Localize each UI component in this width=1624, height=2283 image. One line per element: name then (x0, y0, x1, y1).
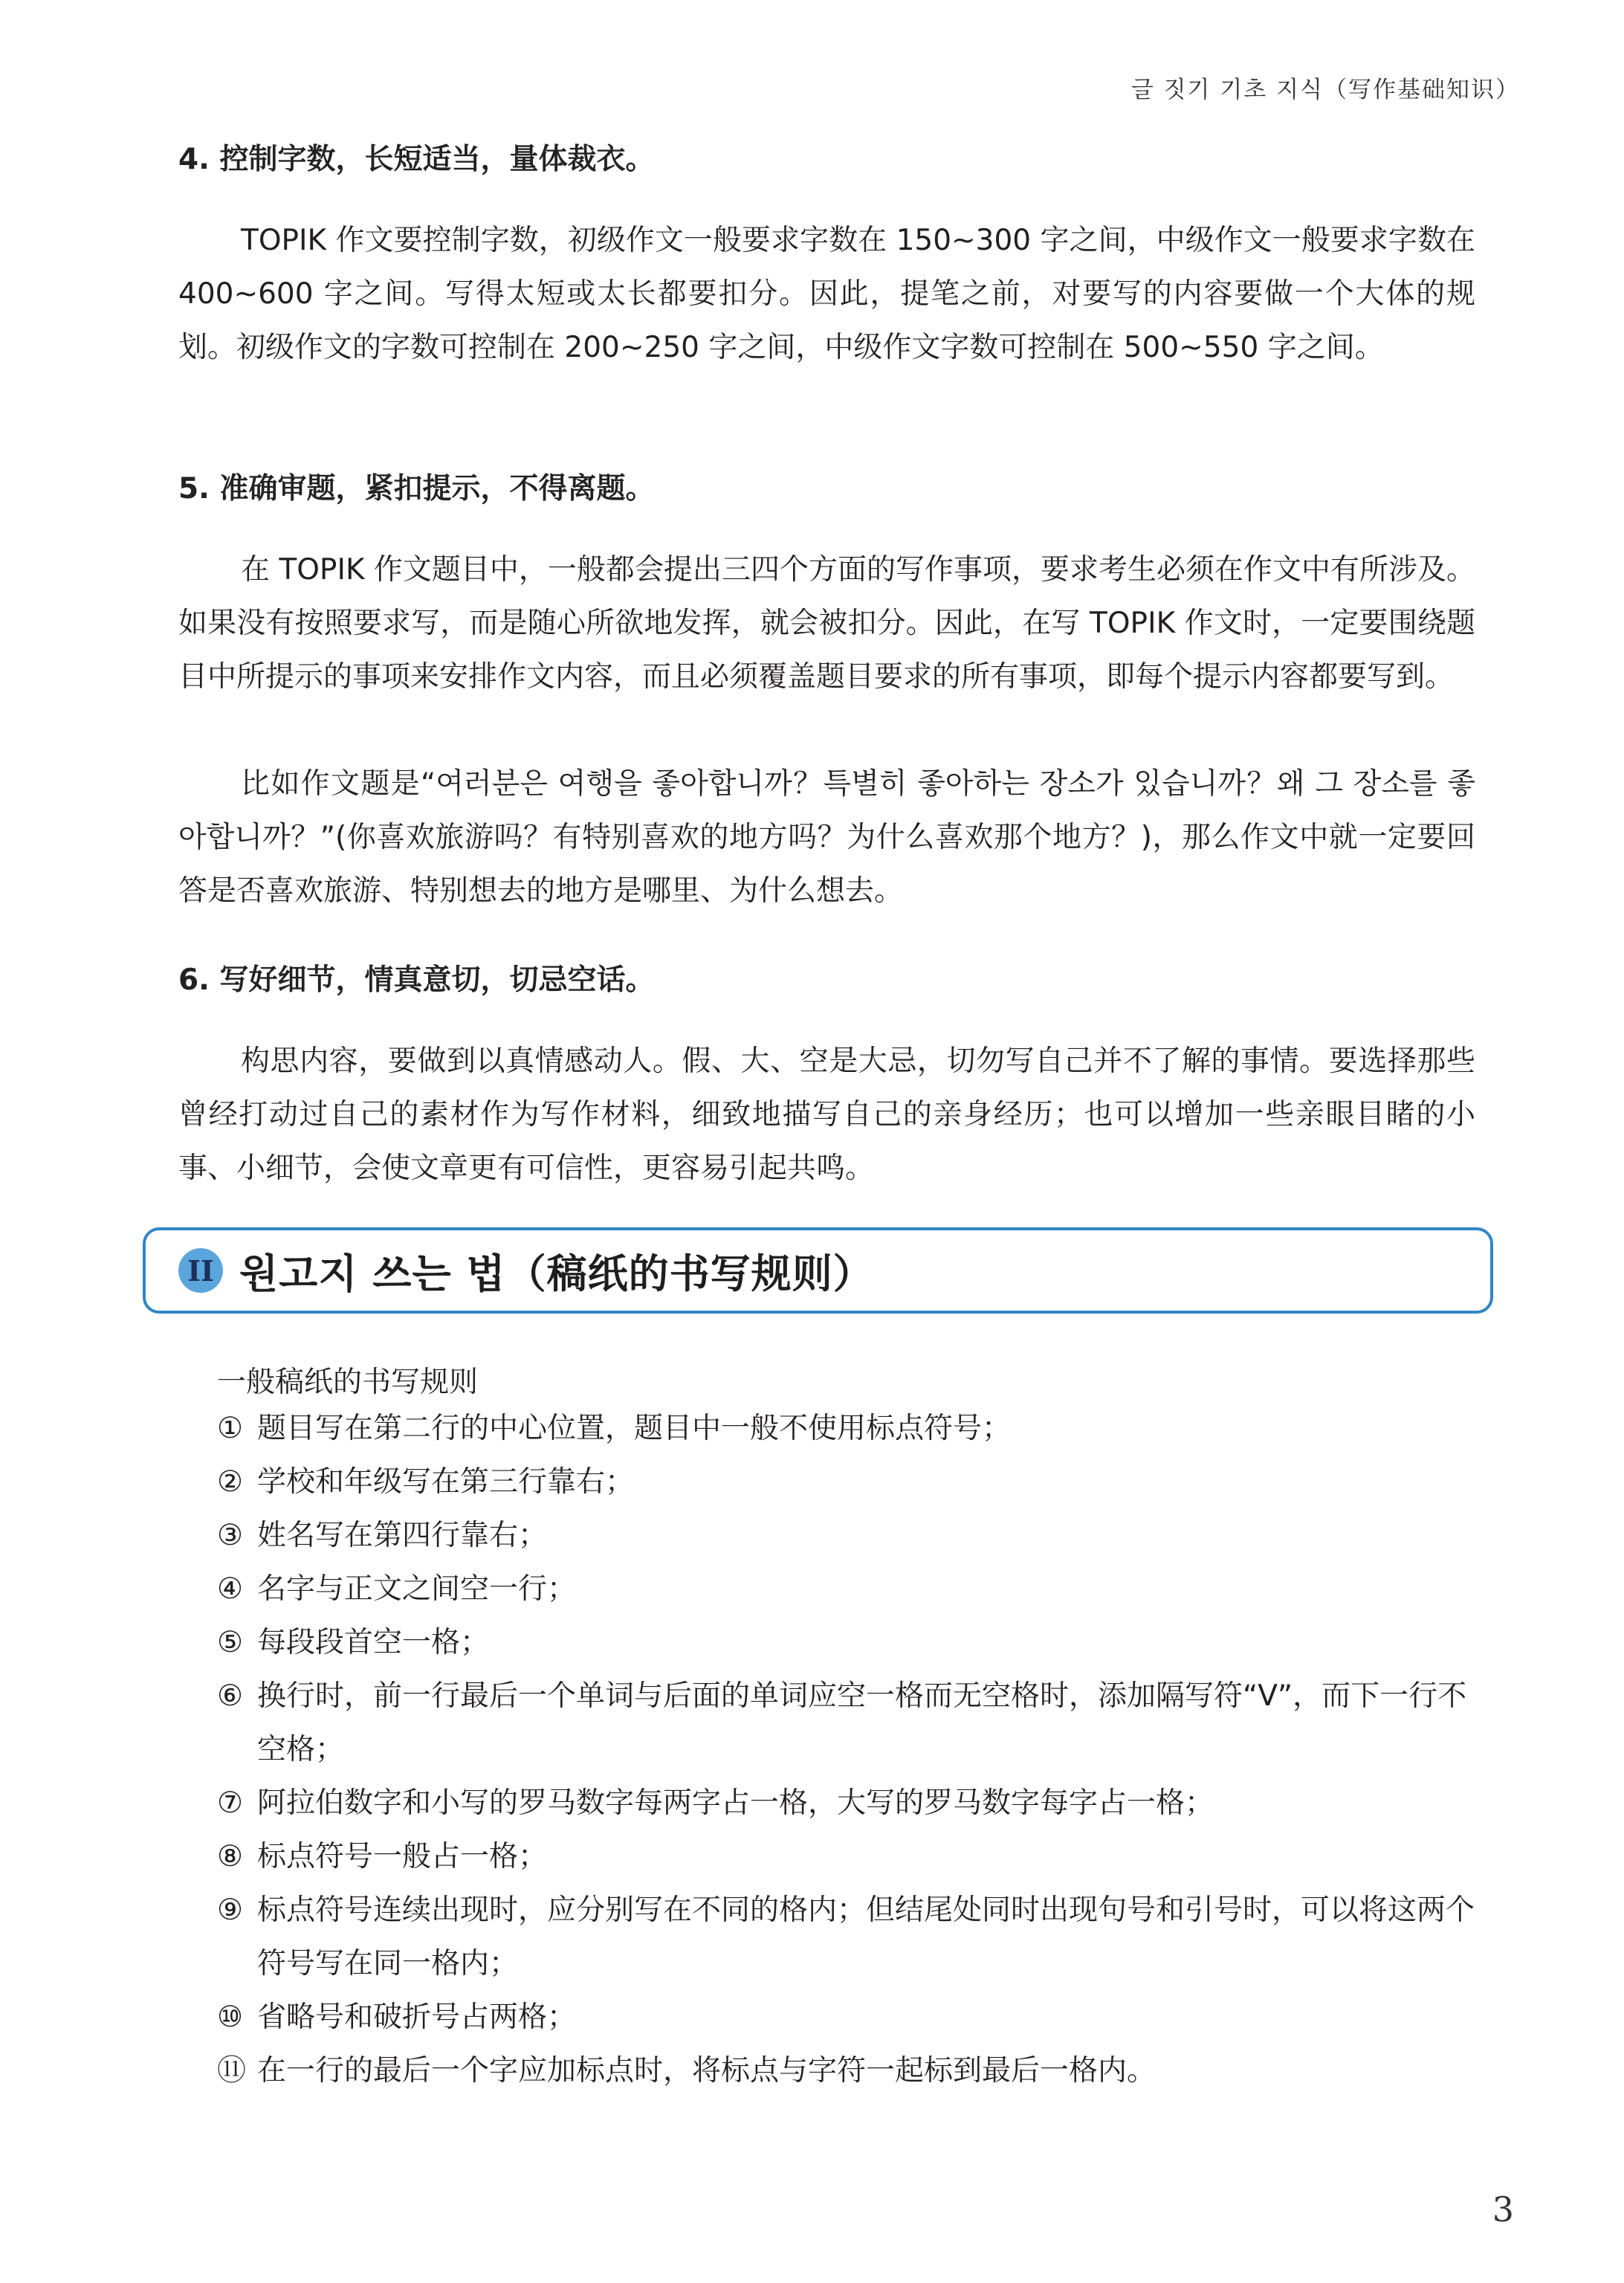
rule-text: 学校和年级写在第三行靠右； (257, 1465, 635, 1499)
list-item (217, 1402, 1481, 1456)
list-item (217, 1563, 1481, 1616)
rule-text: 标点符号连续出现时，应分别写在不同的格内；但结尾处同时出现句号和引号时，可以将这两个符号写在同一格内； (257, 1893, 1475, 1980)
rule-number: ⑥ (217, 1679, 243, 1713)
rule-number: ⑤ (217, 1626, 243, 1659)
rule-number: ② (217, 1465, 243, 1499)
rules-list (217, 1402, 1481, 2098)
rule-text: 姓名写在第四行靠右； (257, 1519, 548, 1552)
rule-text: 省略号和破折号占两格； (257, 2001, 577, 2034)
rule-number: ⑨ (217, 1893, 243, 1927)
section-heading-4: 4. 控制字数，长短适当，量体裁衣。 (178, 143, 655, 176)
rule-number: ① (217, 1412, 243, 1445)
list-item (217, 1991, 1481, 2044)
rule-number: ⑪ (217, 2054, 247, 2087)
paragraph: 在 TOPIK 作文题目中，一般都会提出三四个方面的写作事项，要求考生必须在作文中有所涉及。如果没有按照要求写，而是随心所欲地发挥，就会被扣分。因此，在写 TOPIK 作文时，一定要围绕题目中所提示的事项来安排作文内容，而且必须覆盖题目要求的所有事项，即每个提示内容都要写到。 (178, 553, 1475, 694)
list-item (217, 1509, 1481, 1563)
section-heading-6: 6. 写好细节，情真意切，切忌空话。 (178, 963, 655, 997)
list-item (217, 1830, 1481, 1884)
rule-text: 换行时，前一行最后一个单词与后面的单词应空一格而无空格时，添加隔写符“V”，而下一行不空格； (257, 1679, 1467, 1766)
list-item (217, 1777, 1481, 1830)
list-item (217, 1456, 1481, 1509)
list-item (217, 2044, 1481, 2098)
roman-numeral-badge: II (178, 1248, 223, 1293)
rule-number: ④ (217, 1572, 243, 1606)
section-banner (143, 1227, 1493, 1314)
rule-number: ⑧ (217, 1840, 243, 1873)
section-heading-5: 5. 准确审题，紧扣提示，不得离题。 (178, 472, 655, 506)
rules-intro: 一般稿纸的书写规则 (217, 1366, 479, 1399)
rule-number: ⑩ (217, 2001, 243, 2034)
rule-text: 题目写在第二行的中心位置，题目中一般不使用标点符号； (257, 1412, 1012, 1445)
running-head: 글 짓기 기초 지식（写作基础知识） (1130, 77, 1520, 103)
paragraph: TOPIK 作文要控制字数，初级作文一般要求字数在 150~300 字之间，中级作文一般要求字数在 400~600 字之间。写得太短或太长都要扣分。因此，提笔之前，对要写的内容要做一个大体的规划。初级作文的字数可控制在 200~250 字之间，中级作文字数可控制在 500~550 字之间。 (178, 224, 1475, 364)
list-item (217, 1884, 1481, 1991)
rule-text: 标点符号一般占一格； (257, 1840, 548, 1873)
rule-text: 阿拉伯数字和小写的罗马数字每两字占一格，大写的罗马数字每字占一格； (257, 1786, 1214, 1820)
rule-text: 每段段首空一格； (257, 1626, 490, 1659)
banner-title: 원고지 쓰는 법（稿纸的书写规则） (239, 1250, 874, 1297)
paragraph: 构思内容，要做到以真情感动人。假、大、空是大忌，切勿写自己并不了解的事情。要选择那些曾经打动过自己的素材作为写作材料，细致地描写自己的亲身经历；也可以增加一些亲眼目睹的小事、小细节，会使文章更有可信性，更容易引起共鸣。 (178, 1044, 1475, 1185)
rule-text: 名字与正文之间空一行； (257, 1572, 577, 1606)
page-number: 3 (1492, 2189, 1514, 2229)
rule-number: ⑦ (217, 1786, 243, 1820)
rule-text: 在一行的最后一个字应加标点时，将标点与字符一起标到最后一格内。 (257, 2054, 1156, 2087)
list-item (217, 1616, 1481, 1670)
list-item (217, 1670, 1481, 1777)
paragraph: 比如作文题是“여러분은 여행을 좋아합니까？특별히 좋아하는 장소가 있습니까？왜 그 장소를 좋아합니까？”(你喜欢旅游吗？有特别喜欢的地方吗？为什么喜欢那个地方？)，那么作文中就一定要回答是否喜欢旅游、特别想去的地方是哪里、为什么想去。 (178, 767, 1475, 908)
rule-number: ③ (217, 1519, 243, 1552)
